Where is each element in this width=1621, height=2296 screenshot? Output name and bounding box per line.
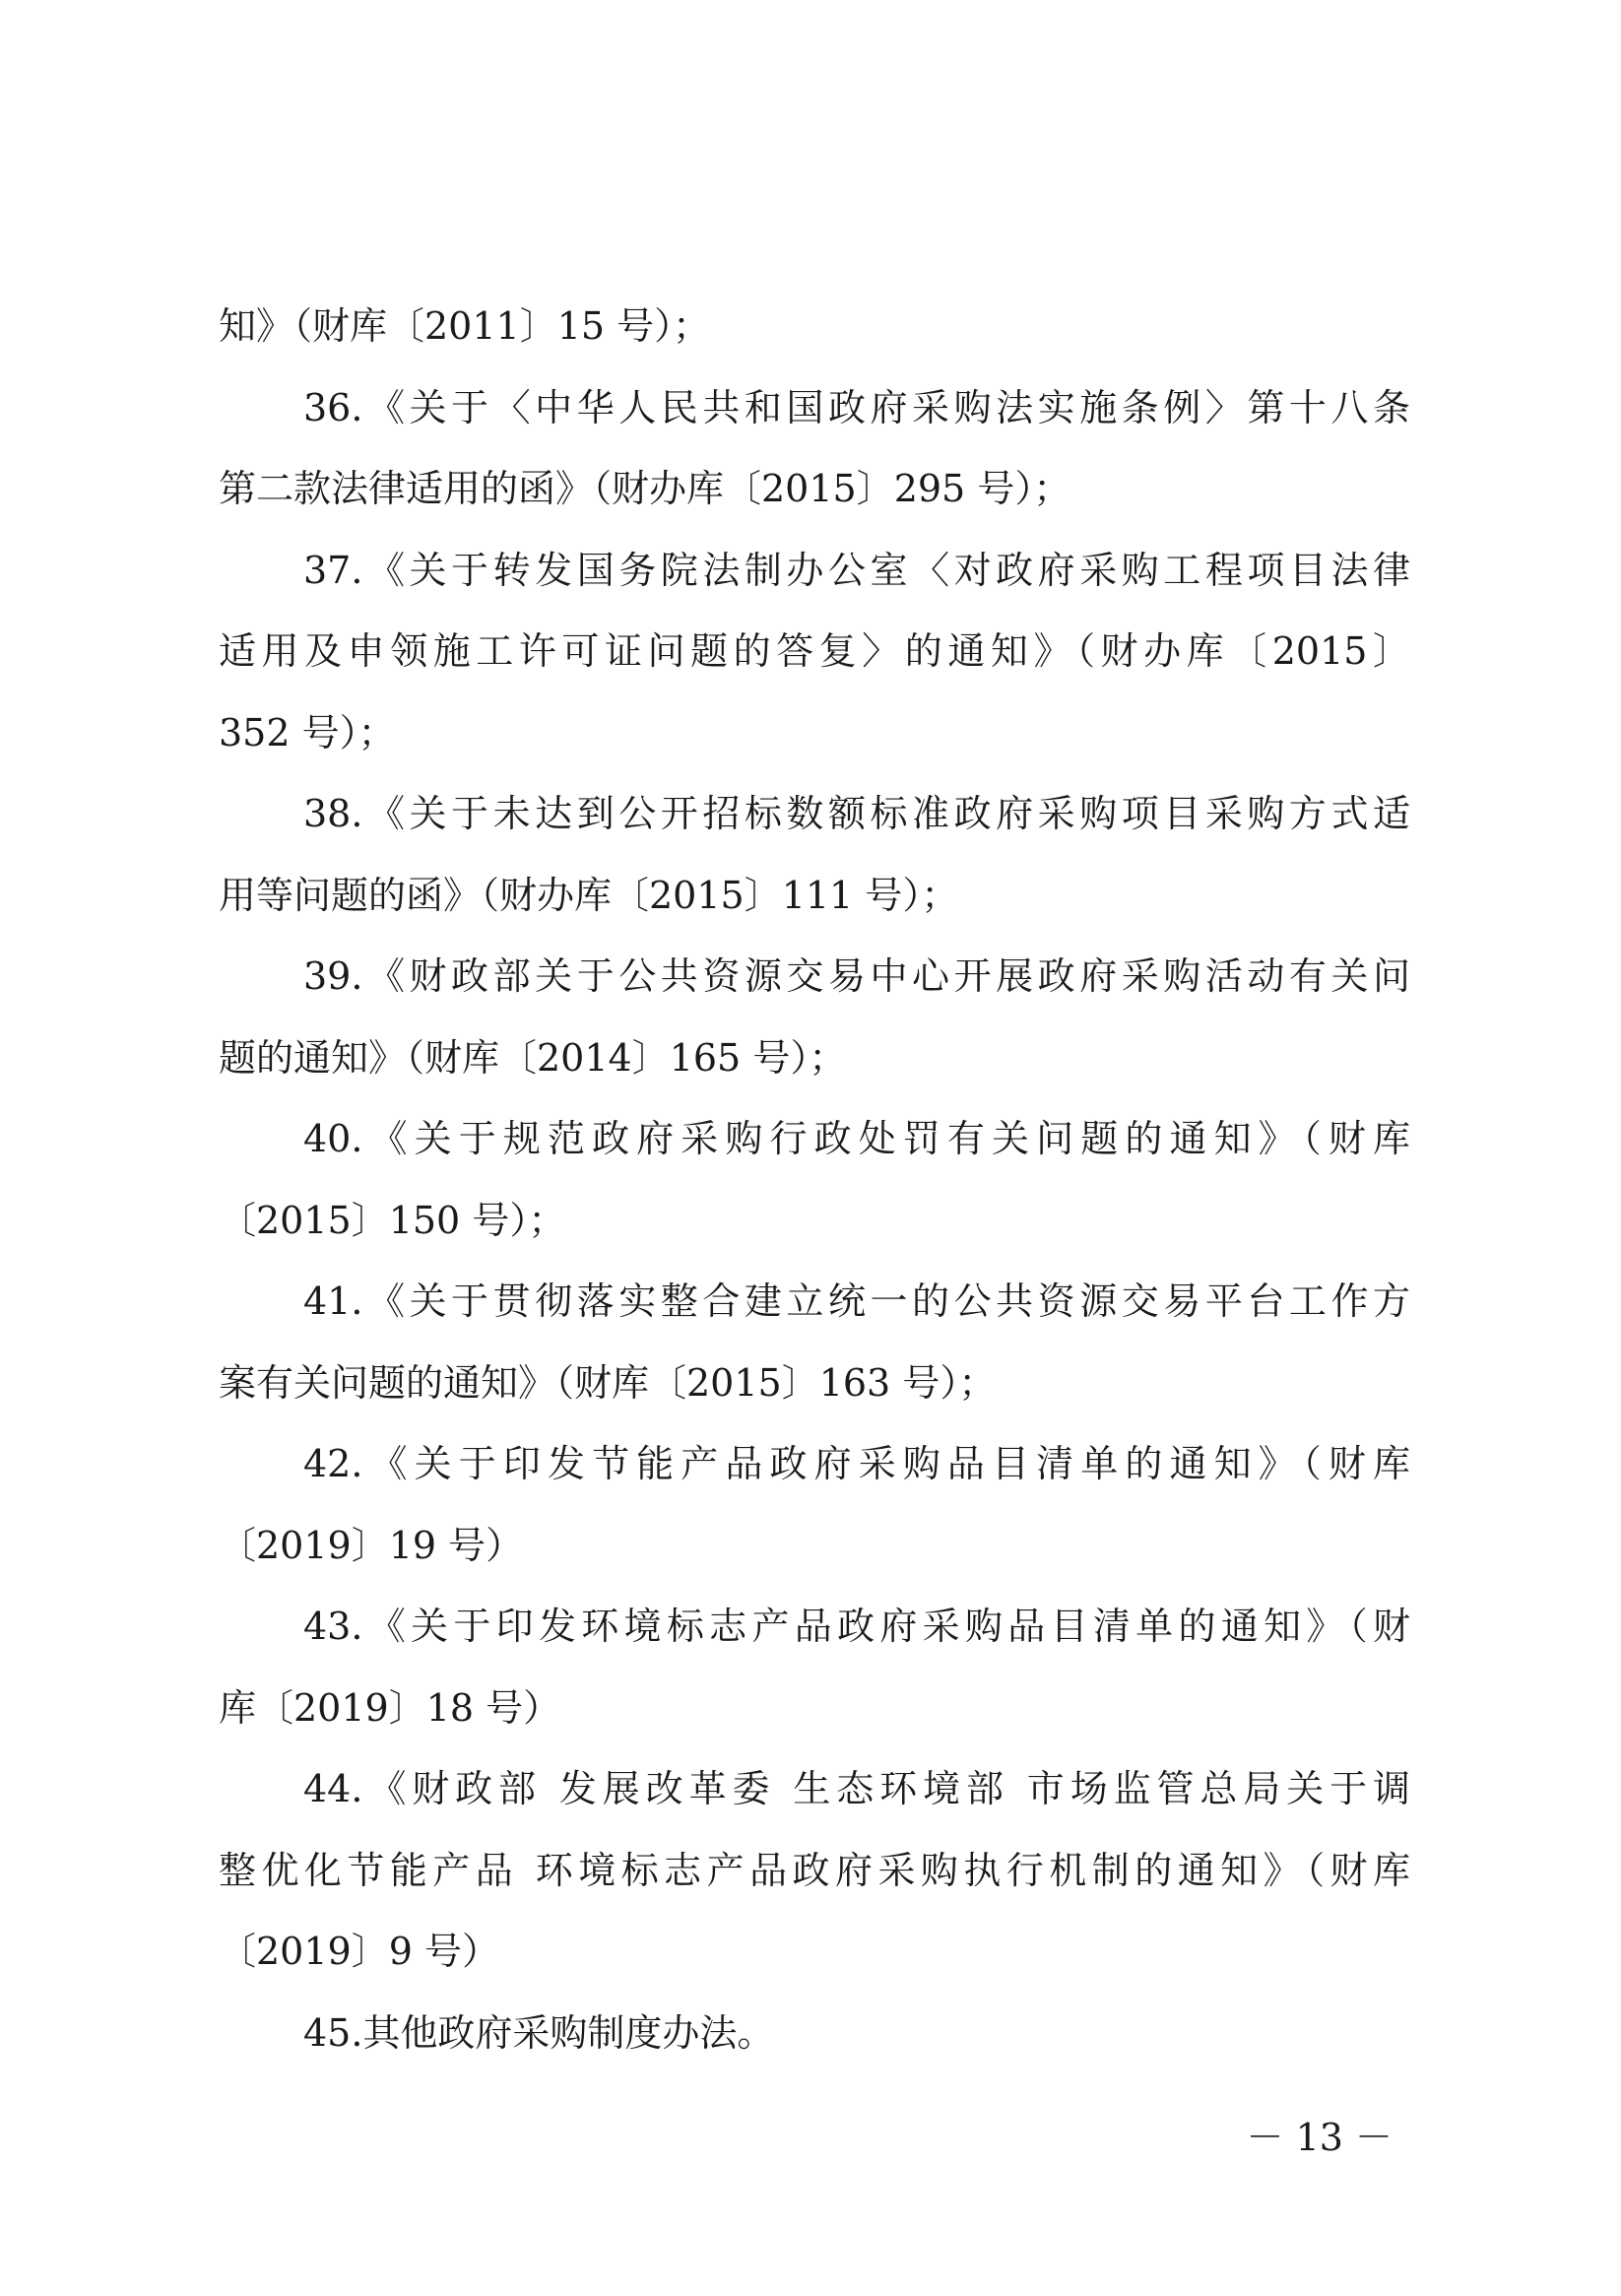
text-line-2: 36.《关于〈中华人民共和国政府采购法实施条例〉第十八条	[303, 385, 1410, 429]
text-line-21: 〔2019〕9 号）	[219, 1930, 499, 1973]
text-line-22: 45.其他政府采购制度办法。	[303, 2010, 775, 2055]
text-line-12: 〔2015〕150 号）；	[219, 1198, 566, 1242]
text-line-13: 41.《关于贯彻落实整合建立统一的公共资源交易平台工作方	[303, 1279, 1410, 1323]
text-line-15: 42.《关于印发节能产品政府采购品目清单的通知》（财库	[303, 1442, 1410, 1485]
text-line-20: 整优化节能产品 环境标志产品政府采购执行机制的通知》（财库	[219, 1848, 1410, 1892]
text-line-4: 37.《关于转发国务院法制办公室〈对政府采购工程项目法律	[303, 548, 1410, 592]
text-line-3: 第二款法律适用的函》（财办库〔2015〕295 号）；	[219, 467, 1071, 510]
body-text	[219, 286, 1410, 2073]
text-line-6: 352 号）；	[219, 710, 396, 754]
text-line-8: 用等问题的函》（财办库〔2015〕111 号）；	[219, 873, 959, 917]
page-number: － 13 －	[1246, 2116, 1393, 2159]
text-line-5: 适用及申领施工许可证问题的答复〉的通知》（财办库〔2015〕	[219, 629, 1410, 673]
text-line-1: 知》（财库〔2011〕15 号）；	[219, 304, 711, 348]
text-line-9: 39.《财政部关于公共资源交易中心开展政府采购活动有关问	[303, 954, 1410, 998]
text-line-16: 〔2019〕19 号）	[219, 1523, 524, 1567]
text-line-11: 40.《关于规范政府采购行政处罚有关问题的通知》（财库	[303, 1117, 1410, 1160]
text-line-14: 案有关问题的通知》（财库〔2015〕163 号）；	[219, 1360, 997, 1405]
text-line-10: 题的通知》（财库〔2014〕165 号）；	[219, 1035, 847, 1080]
text-line-18: 库〔2019〕18 号）	[219, 1685, 561, 1730]
text-line-17: 43.《关于印发环境标志产品政府采购品目清单的通知》（财	[303, 1605, 1410, 1648]
text-line-19: 44.《财政部 发展改革委 生态环境部 市场监管总局关于调	[303, 1767, 1410, 1810]
text-line-7: 38.《关于未达到公开招标数额标准政府采购项目采购方式适	[303, 792, 1410, 835]
